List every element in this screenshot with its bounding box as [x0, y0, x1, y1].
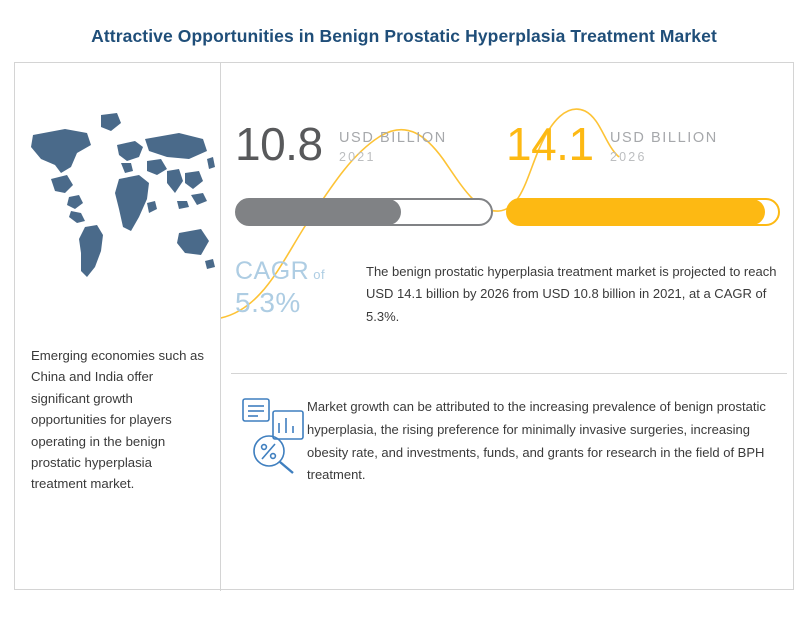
left-panel	[15, 63, 220, 591]
metric-2026	[506, 118, 718, 170]
metric-year-2026: 2026	[609, 149, 647, 164]
cagr-block	[235, 259, 360, 322]
world-map-icon	[21, 101, 217, 311]
projection-text: The benign prostatic hyperplasia treatment market is projected to reach USD 14.1 billion by 2026 from USD 10.8 billion in 2021, at a CAGR of 5.3%.	[366, 264, 777, 324]
right-panel	[221, 63, 794, 591]
page-title: Attractive Opportunities in Benign Prostatic Hyperplasia Treatment Market	[91, 26, 717, 46]
bar-2026	[506, 198, 780, 226]
market-research-icon	[239, 393, 317, 479]
metric-value-2021: 10.8	[235, 118, 323, 170]
cagr-of-label: of	[313, 267, 326, 282]
metric-year-2021: 2021	[338, 149, 376, 164]
cagr-label: CAGR	[235, 257, 310, 285]
metric-unit-label-2026: USD BILLION	[609, 130, 718, 146]
metric-unit-2021	[339, 129, 447, 165]
metric-unit-2026	[610, 129, 718, 165]
left-panel-text: Emerging economies such as China and India offer significant growth opportunities for players operating in the benign prostatic hyperplasia treatment market.	[31, 348, 204, 492]
bar-2021	[235, 198, 493, 226]
metric-unit-label-2021: USD BILLION	[338, 130, 447, 146]
decorative-squiggle	[221, 63, 794, 393]
horizontal-divider	[231, 373, 787, 374]
growth-note-text: Market growth can be attributed to the increasing prevalence of benign prostatic hyperplasia, the rising preference for minimally invasive surgeries, increasing obesity rate, and investments, funds, and grants for research in the field of BPH treatment.	[307, 399, 766, 483]
metric-2021	[235, 118, 447, 170]
cagr-value: 5.3%	[235, 287, 301, 318]
bar-fill-2021	[236, 199, 401, 225]
content-frame	[14, 62, 794, 590]
metric-value-2026: 14.1	[506, 118, 594, 170]
bar-fill-2026	[507, 199, 765, 225]
